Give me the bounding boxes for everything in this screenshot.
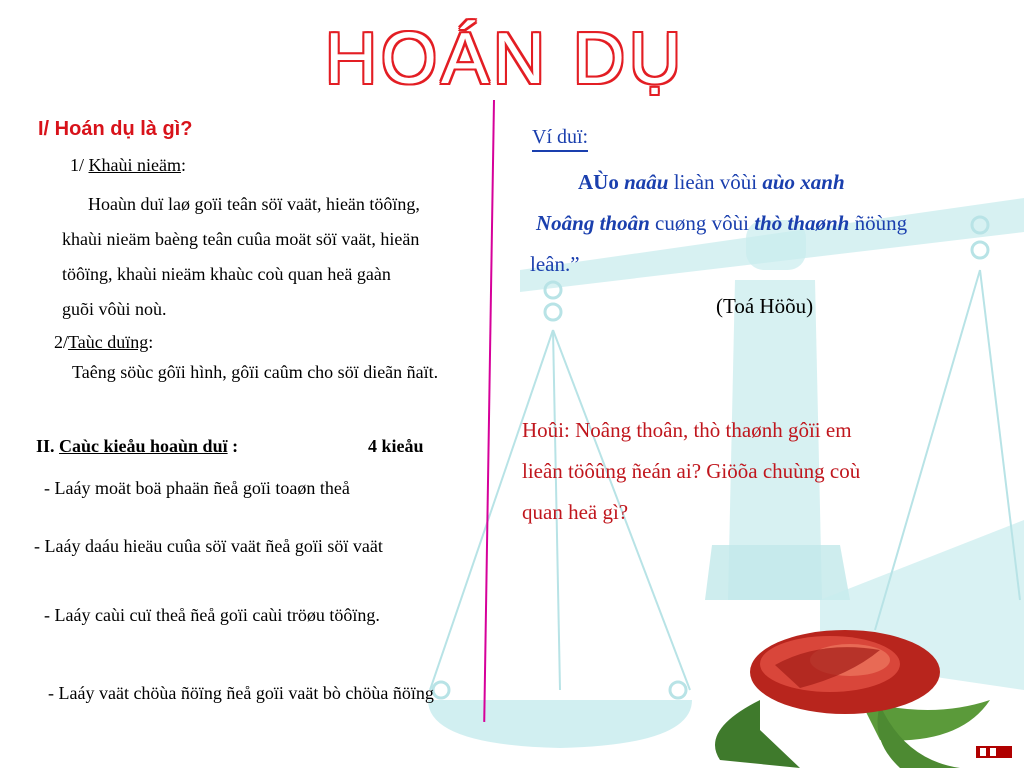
ex2-d: ñöùng [849, 211, 908, 235]
section2-count: 4 kieåu [368, 436, 424, 456]
example-label-text: Ví duï: [532, 126, 588, 152]
item1-prefix: 1/ [70, 155, 89, 175]
example-line-2 [536, 211, 907, 236]
ex1-d: aùo xanh [762, 170, 845, 194]
item1-label: Khaùi nieäm [88, 155, 181, 175]
type-item-3: - Laáy caùi cuï theå ñeå goïi caùi tröøu töôïng. [44, 605, 380, 625]
definition-line-2: khaùi nieäm baèng teân cuûa moät söï vaät, hieän [62, 229, 420, 249]
definition-line-4: guõi vôùi noù. [62, 299, 167, 319]
definition-line-1: Hoaùn duï laø goïi teân söï vaät, hieän töôïng, [88, 194, 420, 214]
section1-heading: I/ Hoán dụ là gì? [38, 118, 193, 140]
section2-prefix: II. [36, 436, 60, 456]
definition-line-3: töôïng, khaùi nieäm khaùc coù quan heä gaàn [62, 264, 391, 284]
example-line-3: leân.” [530, 252, 580, 276]
example-line-1 [578, 170, 845, 195]
ex1-c: lieàn vôùi [668, 170, 763, 194]
type-item-1: - Laáy moät boä phaän ñeå goïi toaøn theå [44, 478, 350, 498]
question-line-3: quan heä gì? [522, 500, 629, 524]
ex2-c: thò thaønh [754, 211, 850, 235]
item1-suffix: : [181, 155, 187, 175]
item2-label: Taùc duïng [68, 332, 149, 352]
section2-suffix: : [227, 436, 239, 456]
type-item-2: - Laáy daáu hieäu cuûa söï vaät ñeå goïi söï vaät [34, 536, 383, 556]
effect-text: Taêng söùc gôïi hình, gôïi caûm cho söï dieãn ñaït. [72, 362, 439, 382]
type-item-4: - Laáy vaät chöùa ñöïng ñeå goïi vaät bò chöùa ñöïng [48, 683, 434, 703]
slide-title: HOÁN DỤ [324, 19, 685, 99]
item1-concept [70, 155, 186, 176]
ex1-a: AÙo [578, 170, 625, 194]
item2-effect-heading [54, 332, 153, 353]
ex1-b: naâu [624, 170, 669, 194]
ex2-b: cuøng vôùi [649, 211, 755, 235]
question-block [522, 410, 860, 533]
section2-heading [36, 436, 238, 457]
item2-prefix: 2/ [54, 332, 69, 352]
ex2-a: Noâng thoân [536, 211, 650, 235]
corner-logo [976, 746, 1012, 758]
section2-label: Caùc kieåu hoaùn duï [59, 436, 228, 456]
question-line-2: lieân töôûng ñeán ai? Giöõa chuùng coù [522, 459, 861, 483]
example-author: (Toá Höõu) [716, 294, 814, 318]
item2-suffix: : [148, 332, 154, 352]
question-line-1: Hoûi: Noâng thoân, thò thaønh gôïi em [522, 418, 852, 442]
example-label [532, 126, 588, 149]
